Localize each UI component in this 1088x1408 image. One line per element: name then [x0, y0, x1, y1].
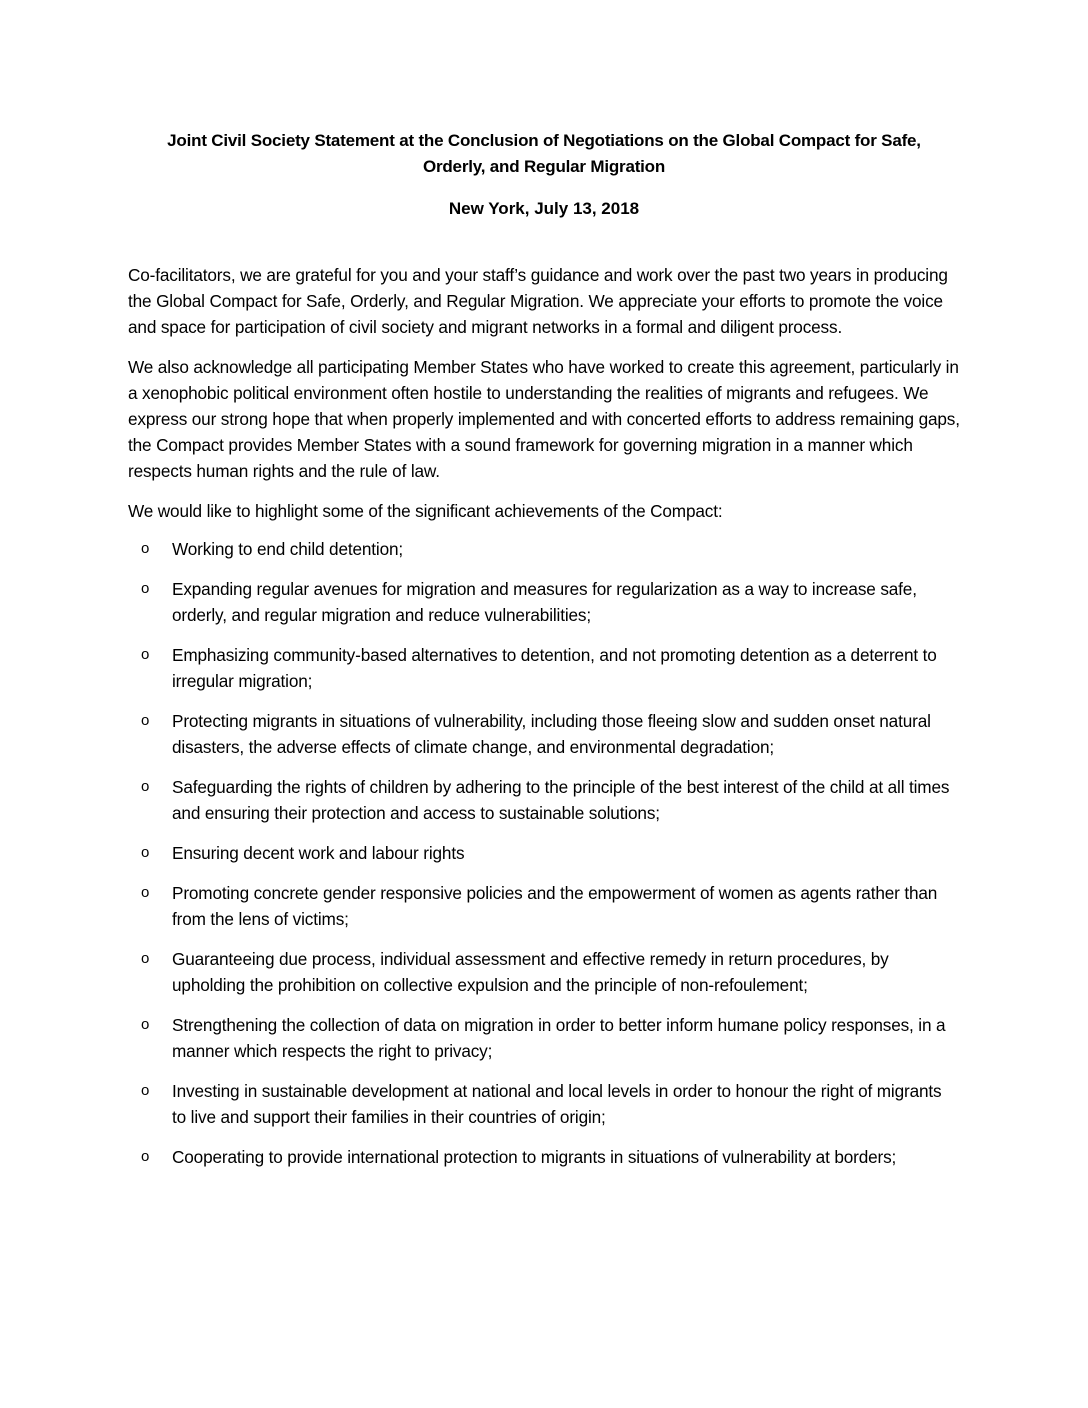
list-item-text: Investing in sustainable development at national and local levels in order to honour the right of migrants to live and support their families in their countries of origin;: [172, 1081, 942, 1127]
document-title: Joint Civil Society Statement at the Conclusion of Negotiations on the Global Compact for Safe, Orderly, and Regular Migration: [167, 131, 921, 176]
list-item-text: Safeguarding the rights of children by adhering to the principle of the best interest of the child at all times and ensuring their protection and access to sustainable solutions;: [172, 777, 950, 823]
list-item-text: Protecting migrants in situations of vulnerability, including those fleeing slow and sudden onset natural disasters, the adverse effects of climate change, and environmental degradation;: [172, 711, 931, 757]
bullet-marker: o: [141, 712, 150, 729]
bullet-marker: o: [141, 950, 150, 967]
list-item: [128, 576, 960, 628]
list-item: [128, 708, 960, 760]
bullet-marker: o: [141, 778, 150, 795]
list-item-text: Guaranteeing due process, individual assessment and effective remedy in return procedures, by upholding the prohibition on collective expulsion and the principle of non-refoulement;: [172, 949, 889, 995]
bullet-marker: o: [141, 1082, 150, 1099]
list-item: [128, 840, 960, 866]
list-item-text: Expanding regular avenues for migration and measures for regularization as a way to increase safe, orderly, and regular migration and reduce vulnerabilities;: [172, 579, 917, 625]
dateline: New York, July 13, 2018: [448, 199, 640, 218]
achievements-list: [128, 536, 960, 1170]
list-item: [128, 642, 960, 694]
list-item: [128, 1078, 960, 1130]
list-item: [128, 1144, 960, 1170]
list-item: [128, 880, 960, 932]
bullet-marker: o: [141, 844, 150, 861]
bullet-marker: o: [141, 884, 150, 901]
paragraph-intro: Co-facilitators, we are grateful for you and your staff’s guidance and work over the past two years in producing the Global Compact for Safe, Orderly, and Regular Migration. We appreciate your efforts to promote the voice and space for participation of civil society and migrant networks in a formal and diligent process.: [128, 265, 948, 337]
bullet-marker: o: [141, 540, 150, 557]
bullet-marker: o: [141, 1148, 150, 1165]
list-item: [128, 946, 960, 998]
paragraph-highlights-lead: We would like to highlight some of the significant achievements of the Compact:: [128, 501, 723, 521]
list-item-text: Emphasizing community-based alternatives to detention, and not promoting detention as a deterrent to irregular migration;: [172, 645, 937, 691]
bullet-marker: o: [141, 1016, 150, 1033]
list-item-text: Working to end child detention;: [172, 539, 404, 559]
list-item-text: Cooperating to provide international protection to migrants in situations of vulnerability at borders;: [172, 1147, 897, 1167]
list-item-text: Ensuring decent work and labour rights: [172, 843, 465, 863]
list-item: [128, 536, 960, 562]
bullet-marker: o: [141, 580, 150, 597]
bullet-marker: o: [141, 646, 150, 663]
list-item: [128, 1012, 960, 1064]
list-item-text: Promoting concrete gender responsive policies and the empowerment of women as agents rather than from the lens of victims;: [172, 883, 938, 929]
list-item: [128, 774, 960, 826]
list-item-text: Strengthening the collection of data on migration in order to better inform humane policy responses, in a manner which respects the right to privacy;: [172, 1015, 946, 1061]
paragraph-acknowledgement: We also acknowledge all participating Member States who have worked to create this agreement, particularly in a xenophobic political environment often hostile to understanding the realities of migrants and refugees. We express our strong hope that when properly implemented and with concerted efforts to address remaining gaps, the Compact provides Member States with a sound framework for governing migration in a manner which respects human rights and the rule of law.: [128, 357, 960, 481]
